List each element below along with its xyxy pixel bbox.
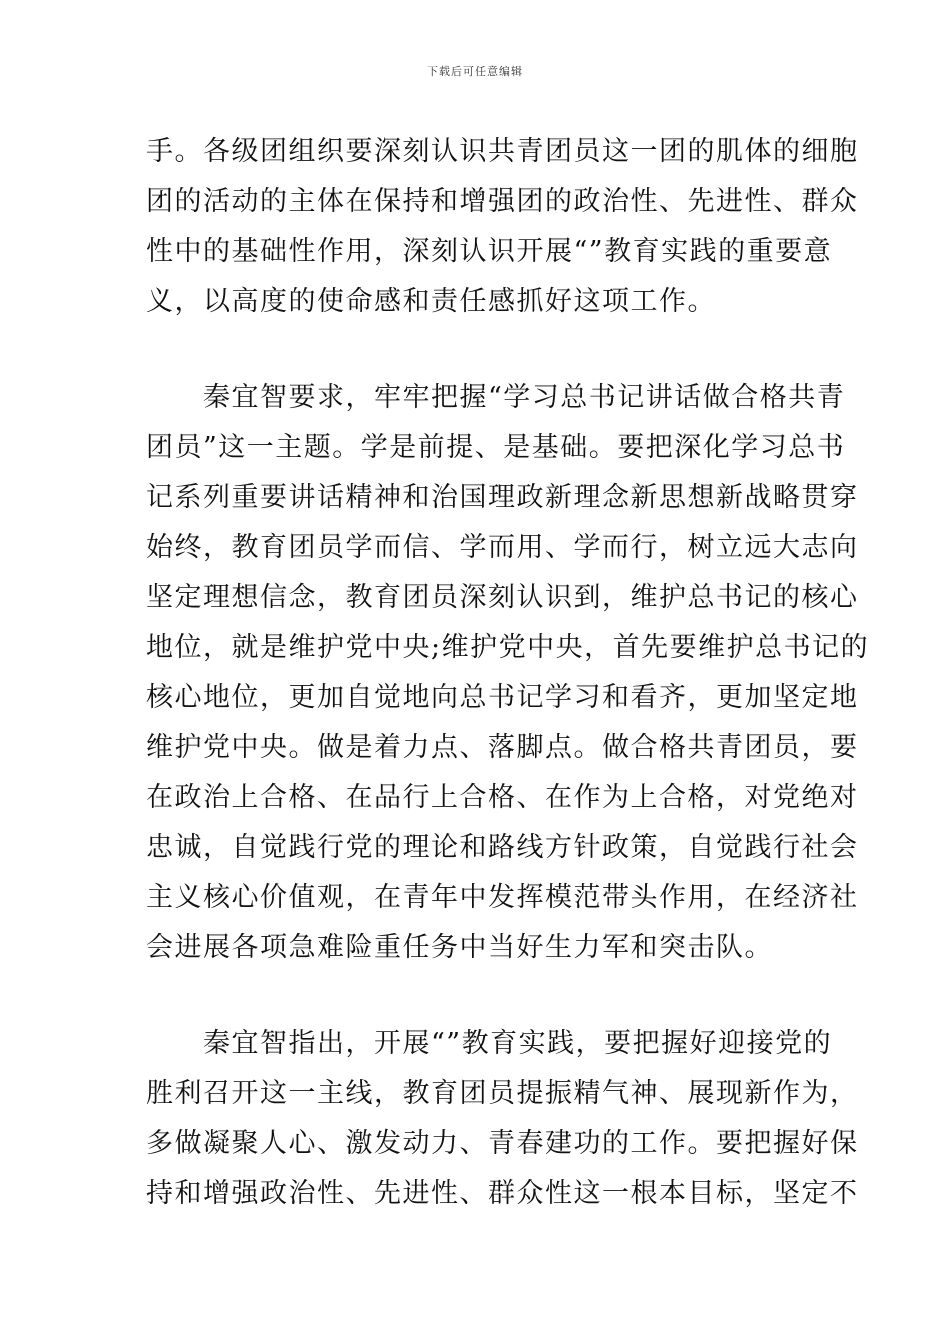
text-line: 记系列重要讲话精神和治国理政新理念新思想新战略贯穿 — [146, 482, 859, 513]
text-line: 团员”这一主题。学是前提、是基础。要把深化学习总书 — [146, 432, 846, 463]
text-line: 忠诚，自觉践行党的理论和路线方针政策，自觉践行社会 — [146, 832, 859, 863]
text-line: 性中的基础性作用，深刻认识开展“”教育实践的重要意 — [146, 236, 833, 267]
text-line: 核心地位，更加自觉地向总书记学习和看齐，更加坚定地 — [146, 682, 859, 713]
text-line: 秦宜智要求，牢牢把握“学习总书记讲话做合格共青 — [146, 382, 846, 413]
text-line: 持和增强政治性、先进性、群众性这一根本目标，坚定不 — [146, 1178, 859, 1209]
text-line: 团的活动的主体在保持和增强团的政治性、先进性、群众 — [146, 186, 859, 217]
text-line: 在政治上合格、在品行上合格、在作为上合格，对党绝对 — [146, 782, 859, 813]
text-line: 义，以高度的使命感和责任感抓好这项工作。 — [146, 286, 716, 317]
text-line: 秦宜智指出，开展“”教育实践，要把握好迎接党的 — [146, 1028, 833, 1059]
text-line: 始终，教育团员学而信、学而用、学而行，树立远大志向 — [146, 532, 859, 563]
text-line: 多做凝聚人心、激发动力、青春建功的工作。要把握好保 — [146, 1128, 859, 1159]
paragraph-gap — [146, 327, 812, 373]
text-line: 维护党中央。做是着力点、落脚点。做合格共青团员，要 — [146, 732, 859, 763]
text-line: 手。各级团组织要深刻认识共青团员这一团的肌体的细胞 — [146, 136, 859, 167]
body-text — [146, 127, 870, 1219]
text-line: 会进展各项急难险重任务中当好生力军和突击队。 — [146, 932, 773, 963]
text-line: 胜利召开这一主线，教育团员提振精气神、展现新作为， — [146, 1078, 859, 1109]
header-note: 下载后可任意编辑 — [427, 65, 523, 78]
text-line: 地位，就是维护党中央;维护党中央，首先要维护总书记的 — [146, 632, 870, 663]
paragraph-gap — [146, 973, 812, 1019]
text-line: 主义核心价值观，在青年中发挥模范带头作用，在经济社 — [146, 882, 859, 913]
text-line: 坚定理想信念，教育团员深刻认识到，维护总书记的核心 — [146, 582, 859, 613]
